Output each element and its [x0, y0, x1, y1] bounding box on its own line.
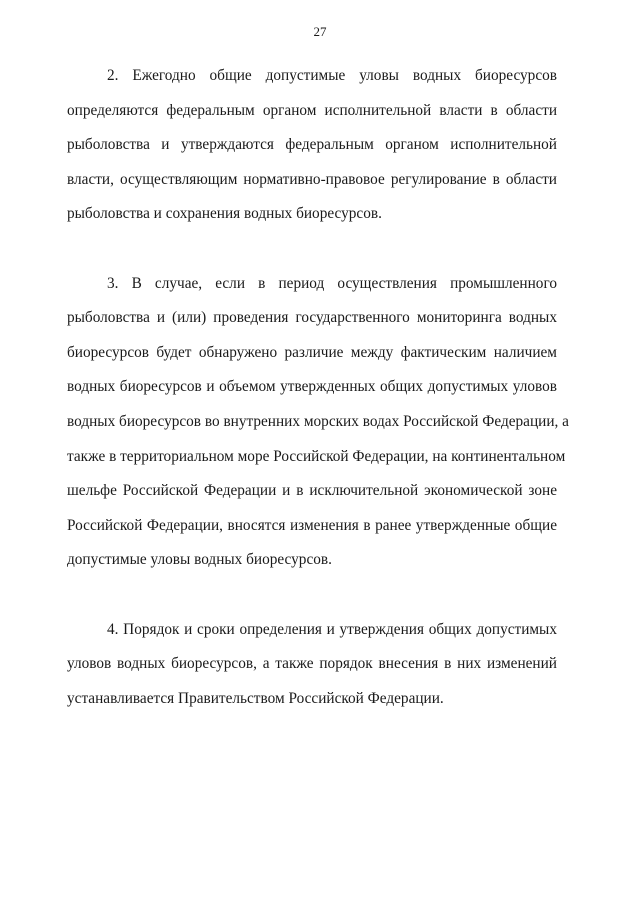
text-line: водных биоресурсов и объемом утвержденных общих допустимых уловов [67, 378, 557, 396]
text-line: рыболовства и утверждаются федеральным органом исполнительной [67, 136, 557, 154]
text-line: 4. Порядок и сроки определения и утверждения общих допустимых [107, 620, 557, 638]
text-line: рыболовства и (или) проведения государственного мониторинга водных [67, 309, 557, 327]
paragraph-gap [67, 232, 557, 267]
paragraph-3 [67, 267, 569, 578]
text-line: допустимые уловы водных биоресурсов. [67, 551, 332, 569]
text-line: власти, осуществляющим нормативно-правовое регулирование в области [67, 170, 557, 188]
text-line: Российской Федерации, вносятся изменения в ранее утвержденные общие [67, 516, 557, 534]
text-line: водных биоресурсов во внутренних морских водах Российской Федерации, а [67, 412, 569, 430]
paragraph-2 [67, 59, 557, 232]
text-line: также в территориальном море Российской Федерации, на континентальном [67, 447, 566, 465]
page-number: 27 [313, 24, 327, 39]
document-body [67, 59, 569, 716]
text-line: 3. В случае, если в период осуществления промышленного [107, 274, 557, 292]
text-line: биоресурсов будет обнаружено различие между фактическим наличием [67, 343, 557, 361]
paragraph-4 [67, 613, 557, 717]
text-line: уловов водных биоресурсов, а также порядок внесения в них изменений [67, 655, 557, 673]
text-line: шельфе Российской Федерации и в исключительной экономической зоне [67, 482, 557, 500]
text-line: рыболовства и сохранения водных биоресурсов. [67, 205, 382, 223]
text-line: устанавливается Правительством Российской Федерации. [67, 689, 444, 707]
paragraph-gap [67, 578, 557, 613]
text-line: 2. Ежегодно общие допустимые уловы водных биоресурсов [107, 67, 557, 84]
text-line: определяются федеральным органом исполнительной власти в области [67, 101, 557, 119]
